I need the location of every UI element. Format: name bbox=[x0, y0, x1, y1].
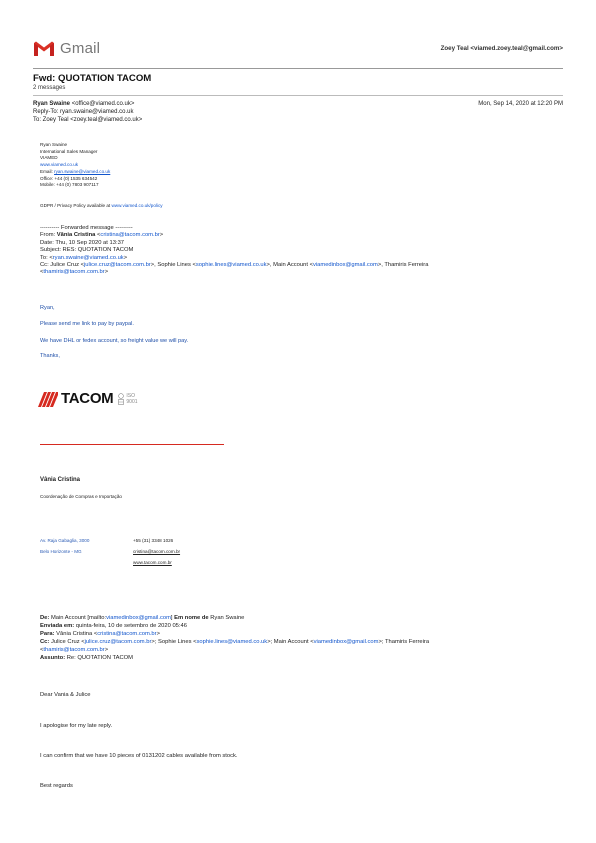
subject-divider bbox=[33, 95, 563, 96]
sig-title: International Sales Manager bbox=[40, 148, 98, 154]
tacom-divider bbox=[40, 444, 224, 445]
fwd-bracket: > bbox=[104, 269, 109, 276]
reply-cc-text: >; Main Account < bbox=[267, 639, 314, 645]
reply-cc-text: < bbox=[40, 647, 44, 653]
fwd-bracket: < bbox=[40, 269, 44, 276]
gdpr-text: GDPR / Privacy Policy available at bbox=[40, 203, 112, 208]
tacom-logo bbox=[38, 390, 138, 407]
fwd-cc-text: >, Sophie Lines < bbox=[150, 262, 196, 269]
sig-email-label: Email: bbox=[40, 168, 55, 174]
fwd-bracket: > bbox=[159, 232, 164, 239]
to-line: To: Zoey Teal <zoey.teal@viamed.co.uk> bbox=[33, 117, 143, 123]
iso-badge bbox=[118, 393, 137, 405]
header-divider bbox=[33, 68, 563, 69]
body-line-2: We have DHL or fedex account, so freight value we will pay. bbox=[40, 338, 189, 344]
tacom-contact-name: Vânia Cristina bbox=[40, 477, 81, 483]
fwd-from-label: From: bbox=[40, 232, 57, 239]
reply-para-text: Vânia Cristina < bbox=[54, 631, 98, 637]
sig-mobile: Mobile: +44 (0) 7803 907117 bbox=[40, 182, 99, 188]
reply-cc-text: >; Thamiris Ferreira bbox=[378, 639, 430, 645]
reply-cc-text: >; Sophie Lines < bbox=[151, 639, 197, 645]
reply-em-nome: Em nome de bbox=[174, 615, 209, 621]
account-label: Zoey Teal <viamed.zoey.teal@gmail.com> bbox=[440, 45, 563, 52]
reply-regards: Best regards bbox=[40, 783, 73, 789]
tacom-address-1: Av. Raja Gabaglia, 3000 bbox=[40, 538, 90, 543]
gdpr-line bbox=[40, 203, 163, 210]
fwd-cc-label: Cc: Julice Cruz < bbox=[40, 262, 84, 269]
tacom-mark-icon bbox=[38, 390, 58, 407]
message-count: 2 messages bbox=[33, 85, 66, 91]
sig-company: VIAMED bbox=[40, 155, 58, 161]
iso-label: ISO bbox=[126, 392, 136, 399]
message-date: Mon, Sep 14, 2020 at 12:20 PM bbox=[478, 101, 563, 107]
fwd-to-email-link[interactable]: ryan.swaine@viamed.co.uk bbox=[52, 254, 124, 261]
fwd-date: Date: Thu, 10 Sep 2020 at 13:37 bbox=[40, 239, 125, 246]
forwarded-headers bbox=[40, 225, 428, 277]
reply-enviada-text: quinta-feira, 10 de setembro de 2020 05:46 bbox=[74, 623, 187, 629]
reply-para-text: > bbox=[156, 631, 160, 637]
sender-email: <office@viamed.co.uk> bbox=[71, 101, 135, 107]
thread-subject: Fwd: QUOTATION TACOM bbox=[33, 73, 152, 84]
body-greeting: Ryan, bbox=[40, 305, 55, 311]
fwd-cc-julice-link[interactable]: julice.cruz@tacom.com.br bbox=[83, 262, 151, 269]
reply-cc-julice-link[interactable]: julice.cruz@tacom.com.br bbox=[84, 639, 152, 645]
fwd-cc-text: >, Main Account < bbox=[266, 262, 313, 269]
reply-para-label: Para: bbox=[40, 631, 55, 637]
reply-de-label: De: bbox=[40, 615, 50, 621]
fwd-cc-sophie-link[interactable]: sophie.lines@viamed.co.uk bbox=[195, 262, 267, 269]
tacom-contact-role: Coordenação de Compras e Importação bbox=[40, 494, 122, 499]
reply-cc-main-link[interactable]: viamedinbox@gmail.com bbox=[313, 639, 379, 645]
body-line-1: Please send me link to pay by paypal. bbox=[40, 321, 134, 327]
reply-cc-label: Cc: bbox=[40, 639, 50, 645]
reply-de-text: ] bbox=[170, 615, 175, 621]
fwd-cc-thamiris-link[interactable]: thamiris@tacom.com.br bbox=[43, 269, 105, 276]
tacom-address-2: Belo Horizonte - MG bbox=[40, 549, 82, 554]
reply-de-link[interactable]: viamedinbox@gmail.com bbox=[106, 615, 171, 621]
sig-office: Office: +44 (0) 1535 634542 bbox=[40, 175, 98, 181]
reply-enviada-label: Enviada em: bbox=[40, 623, 75, 629]
reply-cc-text: Julice Cruz < bbox=[49, 639, 85, 645]
fwd-cc-text: >, Thamiris Ferreira bbox=[377, 262, 429, 269]
tacom-wordmark: TACOM bbox=[61, 390, 114, 407]
iso-grid-icon bbox=[118, 399, 124, 405]
fwd-cc-main-link[interactable]: viamedinbox@gmail.com bbox=[312, 262, 378, 269]
message-headers bbox=[33, 100, 142, 124]
reply-to: Reply-To: ryan.swaine@viamed.co.uk bbox=[33, 109, 134, 115]
sig-website-link[interactable]: www.viamed.co.uk bbox=[40, 162, 79, 168]
sig-name: Ryan Swaine bbox=[40, 142, 68, 147]
tacom-web-link[interactable]: www.tacom.com.br bbox=[133, 560, 172, 565]
reply-assunto-label: Assunto: bbox=[40, 655, 66, 661]
reply-de-text: Ryan Swaine bbox=[208, 615, 245, 621]
fwd-from-email-link[interactable]: cristina@tacom.com.br bbox=[100, 232, 160, 239]
reply-apology: I apologise for my late reply. bbox=[40, 723, 113, 729]
fwd-subject: Subject: RES: QUOTATION TACOM bbox=[40, 247, 134, 254]
fwd-to-label: To: < bbox=[40, 254, 53, 261]
forwarded-title: ---------- Forwarded message --------- bbox=[40, 225, 133, 231]
sig-email-link[interactable]: ryan.swaine@viamed.co.uk bbox=[54, 168, 111, 174]
reply-confirm: I can confirm that we have 10 pieces of 0131202 cables available from stock. bbox=[40, 753, 238, 759]
fwd-bracket: < bbox=[95, 232, 101, 239]
iso-number: 9001 bbox=[126, 398, 138, 405]
signature-block bbox=[40, 142, 110, 189]
gdpr-link[interactable]: www.viamed.co.uk/policy bbox=[111, 203, 163, 208]
reply-assunto-text: Re: QUOTATION TACOM bbox=[65, 655, 133, 661]
fwd-bracket: > bbox=[123, 254, 128, 261]
reply-de-text: Main Account [mailto: bbox=[49, 615, 107, 621]
fwd-from-name: Vânia Cristina bbox=[56, 232, 96, 239]
gmail-logo-icon bbox=[33, 40, 55, 57]
sender-name: Ryan Swaine bbox=[33, 101, 71, 107]
reply-cc-thamiris-link[interactable]: thamiris@tacom.com.br bbox=[43, 647, 105, 653]
body-closing: Thanks, bbox=[40, 353, 60, 359]
reply-headers bbox=[40, 614, 429, 662]
reply-dear: Dear Vania & Julice bbox=[40, 692, 91, 698]
gmail-brand: Gmail bbox=[60, 40, 101, 57]
reply-para-link[interactable]: cristina@tacom.com.br bbox=[97, 631, 157, 637]
tacom-email-link[interactable]: cristina@tacom.com.br bbox=[133, 549, 181, 554]
tacom-phone: +55 (31) 3348 1026 bbox=[133, 538, 174, 543]
reply-cc-sophie-link[interactable]: sophie.lines@viamed.co.uk bbox=[196, 639, 268, 645]
reply-cc-text: > bbox=[104, 647, 109, 653]
